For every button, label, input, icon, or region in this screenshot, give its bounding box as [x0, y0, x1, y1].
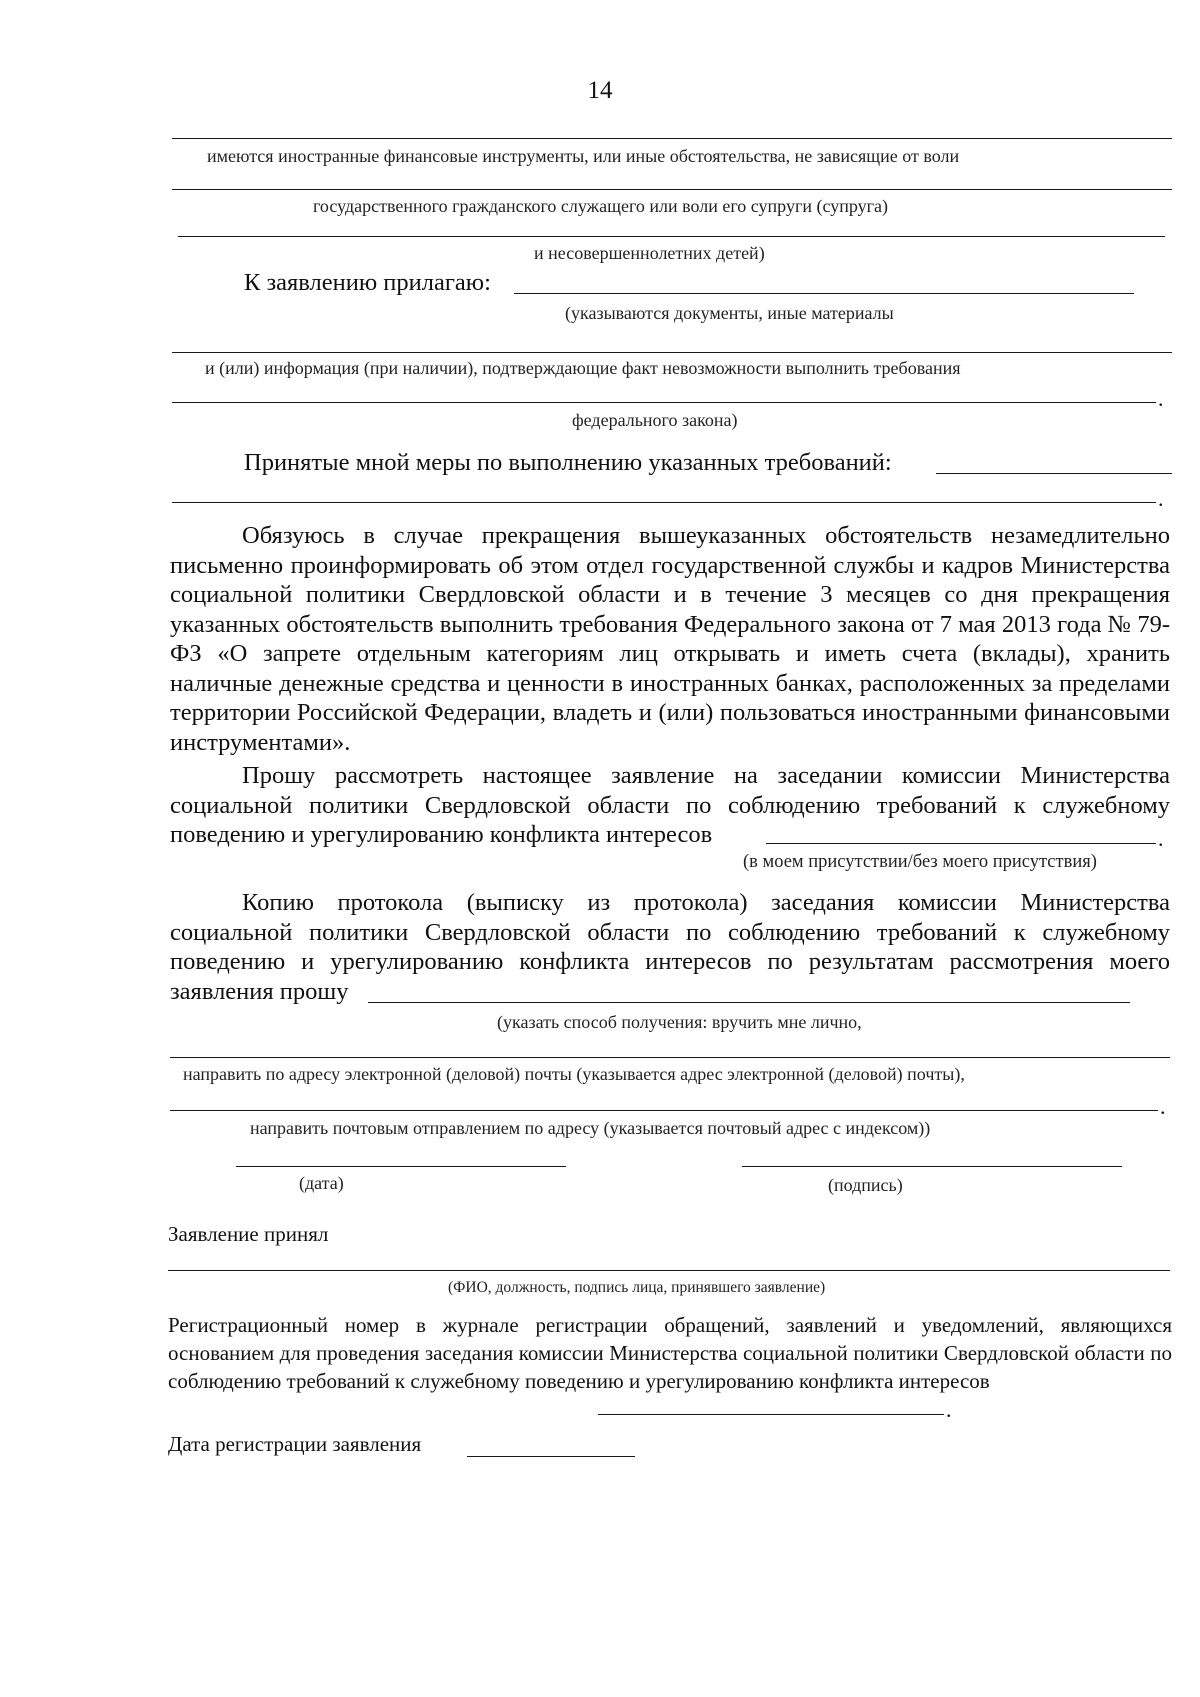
caption-line-6: федерального закона) — [572, 410, 738, 430]
attach-label: К заявлению прилагаю: — [244, 269, 491, 296]
registration-number-line[interactable] — [598, 1414, 944, 1415]
period: . — [1158, 386, 1164, 411]
caption-line-5: и (или) информация (при наличии), подтверждающие факт невозможности выполнить требования — [205, 358, 961, 378]
caption-presence: (в моем присутствии/без моего присутствия) — [743, 852, 1097, 872]
attach-field-line[interactable] — [514, 293, 1134, 294]
fill-line[interactable] — [172, 502, 1156, 503]
caption-accepted: (ФИО, должность, подпись лица, принявшего заявление) — [448, 1279, 826, 1296]
caption-line-2: государственного гражданского служащего или воли его супруги (супруга) — [313, 196, 888, 216]
fill-line — [178, 236, 1165, 237]
period: . — [1158, 486, 1164, 511]
fill-line — [172, 189, 1172, 190]
caption-signature: (подпись) — [828, 1175, 903, 1195]
request-paragraph: Прошу рассмотреть настоящее заявление на заседании комиссии Министерства социальной политики Свердловской области по соблюдению требований к служебному поведению и урегулированию конфликта интересов — [170, 762, 1170, 848]
signature-field-line[interactable] — [742, 1166, 1122, 1167]
caption-line-10: направить почтовым отправлением по адресу (указывается почтовый адрес с индексом)) — [250, 1118, 931, 1138]
fill-line[interactable] — [170, 1110, 1158, 1111]
caption-line-1: имеются иностранные финансовые инструменты, или иные обстоятельства, не зависящие от воли — [207, 146, 960, 166]
accepted-field-line[interactable] — [168, 1270, 1170, 1271]
registration-paragraph: Регистрационный номер в журнале регистрации обращений, заявлений и уведомлений, являющихся основанием для проведения заседания комиссии Министерства социальной политики Свердловской области по соблюдению требований к служебному поведению и урегулированию конфликта интересов — [168, 1313, 1172, 1393]
caption-line-3: и несовершеннолетних детей) — [534, 243, 765, 263]
accepted-label: Заявление принял — [168, 1222, 329, 1246]
period: . — [1160, 1094, 1166, 1119]
period: . — [1158, 826, 1164, 851]
page-number: 14 — [587, 77, 613, 104]
fill-line[interactable] — [172, 402, 1156, 403]
copy-paragraph: Копию протокола (выписку из протокола) заседания комиссии Министерства социальной политики Свердловской области по соблюдению требований к служебному поведению и урегулированию конфликта интересов по результатам рассмотрения моего заявления прошу — [170, 889, 1170, 1005]
obligation-paragraph: Обязуюсь в случае прекращения вышеуказанных обстоятельств незамедлительно письменно проинформировать об этом отдел государственной службы и кадров Министерства социальной политики Свердловской области и в течение 3 месяцев со дня прекращения указанных обстоятельств выполнить требования Федерального закона от 7 мая 2013 года № 79-ФЗ «О запрете отдельным категориям лиц открывать и иметь счета (вклады), хранить наличные денежные средства и ценности в иностранных банках, расположенных за пределами территории Российской Федерации, владеть и (или) пользоваться иностранными финансовыми инструментами». — [170, 522, 1170, 756]
fill-line[interactable] — [170, 1057, 1170, 1058]
measures-label: Принятые мной меры по выполнению указанных требований: — [244, 449, 892, 476]
caption-line-8: (указать способ получения: вручить мне лично, — [497, 1012, 862, 1032]
caption-date: (дата) — [299, 1173, 344, 1193]
caption-line-9: направить по адресу электронной (деловой) почты (указывается адрес электронной (деловой) почты), — [183, 1064, 965, 1084]
receipt-field-line[interactable] — [368, 1002, 1130, 1003]
presence-field-line[interactable] — [766, 843, 1156, 844]
registration-date-label: Дата регистрации заявления — [168, 1432, 422, 1456]
registration-date-line[interactable] — [467, 1456, 635, 1457]
fill-line — [172, 138, 1172, 139]
measures-field-line[interactable] — [936, 473, 1172, 474]
period: . — [946, 1397, 952, 1422]
date-field-line[interactable] — [236, 1166, 566, 1167]
fill-line[interactable] — [172, 352, 1172, 353]
caption-line-4: (указываются документы, иные материалы — [565, 303, 894, 323]
